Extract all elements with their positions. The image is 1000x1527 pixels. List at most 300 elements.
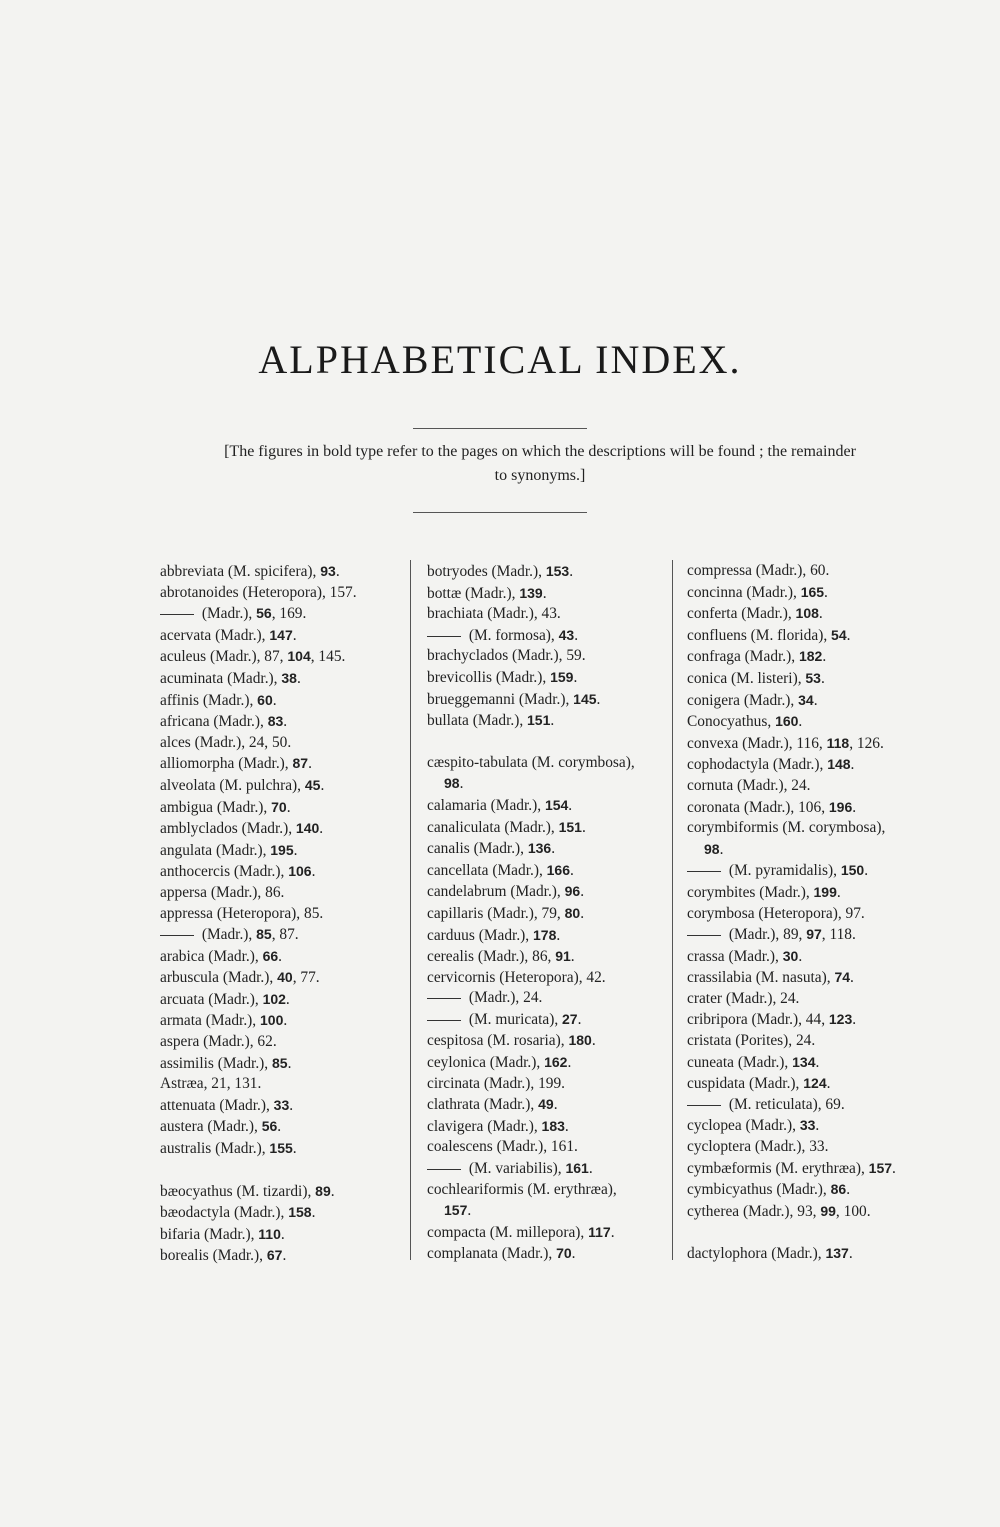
entry-text: coalescens (Madr.), 161. — [427, 1138, 578, 1156]
entry-text: coronata (Madr.), 106, — [687, 798, 829, 816]
entry-text: candelabrum (Madr.), — [427, 883, 565, 901]
index-entry — [687, 904, 932, 925]
index-column-2 — [427, 561, 672, 1265]
entry-rest: . — [467, 1202, 472, 1220]
entry-rest: . — [580, 883, 585, 901]
entry-text: cycloptera (Madr.), 33. — [687, 1138, 829, 1156]
index-entry — [427, 710, 672, 732]
index-entry — [427, 988, 672, 1009]
index-entry — [687, 625, 932, 647]
entry-text: cancellata (Madr.), — [427, 861, 547, 879]
ditto-dash — [687, 871, 721, 872]
index-entry — [427, 1180, 672, 1201]
description-page-number: 151 — [558, 818, 582, 835]
index-entry — [427, 838, 672, 860]
description-page-number: 56 — [261, 1118, 278, 1135]
description-page-number: 140 — [295, 820, 320, 837]
entry-text: canalis (Madr.), — [427, 840, 528, 858]
entry-text: aspera (Madr.), 62. — [160, 1033, 277, 1051]
description-page-number: 96 — [564, 883, 581, 900]
description-page-number: 154 — [544, 796, 569, 813]
entry-rest: . — [289, 1096, 294, 1114]
index-entry — [160, 625, 405, 647]
index-entry — [687, 882, 932, 904]
index-entry — [427, 667, 672, 689]
entry-text: (M. formosa), — [465, 626, 559, 644]
entry-text: corymbites (Madr.), — [687, 883, 814, 901]
entry-text: arcuata (Madr.), — [160, 990, 263, 1008]
index-entry — [687, 582, 932, 604]
index-entry — [687, 754, 932, 776]
index-entry — [687, 668, 932, 690]
index-entry — [427, 1222, 672, 1244]
index-entry — [427, 881, 672, 903]
index-entry — [427, 604, 672, 625]
description-page-number: 199 — [813, 883, 837, 900]
entry-rest: . — [798, 713, 803, 731]
index-entry — [160, 924, 405, 946]
entry-rest: . — [852, 798, 857, 816]
index-entry — [160, 989, 405, 1011]
entry-rest: . — [292, 1140, 297, 1158]
entry-text: Conocyathus, — [687, 713, 776, 731]
entry-text: crater (Madr.), 24. — [687, 989, 800, 1007]
entry-rest: . — [571, 1245, 576, 1263]
index-entry — [427, 1243, 672, 1265]
entry-text: (Madr.), — [198, 605, 257, 623]
description-page-number: 67 — [266, 1247, 283, 1264]
index-column-3 — [687, 561, 932, 1265]
entry-rest: . — [550, 712, 555, 730]
entry-text: assimilis (Madr.), — [160, 1054, 273, 1072]
entry-text: botryodes (Madr.), — [427, 563, 546, 580]
description-page-number: 40 — [277, 969, 293, 986]
entry-rest: . — [864, 862, 869, 880]
description-page-number: 27 — [562, 1010, 578, 1027]
index-entry — [687, 1137, 932, 1158]
description-page-number: 70 — [556, 1245, 572, 1262]
entry-text: brachiata (Madr.), 43. — [427, 605, 561, 623]
index-entry — [687, 1052, 932, 1074]
index-entry — [687, 776, 932, 797]
entry-text: calamaria (Madr.), — [427, 796, 545, 814]
index-entry — [160, 753, 405, 775]
description-page-number: 83 — [267, 713, 284, 730]
entry-text: australis (Madr.), — [160, 1140, 270, 1158]
note-line-2: to synonyms.] — [494, 467, 586, 484]
entry-text: ambigua (Madr.), — [160, 798, 272, 816]
entry-rest: . — [287, 1054, 292, 1072]
entry-rest: . — [815, 1053, 820, 1071]
entry-rest: . — [570, 861, 574, 879]
entry-text: compressa (Madr.), 60. — [687, 562, 830, 579]
page-title: ALPHABETICAL INDEX. — [258, 337, 742, 382]
index-entry — [160, 583, 405, 604]
entry-text: confraga (Madr.), — [687, 648, 799, 666]
entry-text: bæocyathus (M. tizardi), — [160, 1182, 316, 1200]
description-page-number: 38 — [281, 669, 297, 686]
index-entry — [687, 561, 932, 582]
entry-text: alliomorpha (Madr.), — [160, 755, 293, 773]
entry-text: alces (Madr.), 24, 50. — [160, 733, 292, 751]
entry-rest: , 145. — [310, 648, 346, 666]
description-page-number: 104 — [287, 648, 311, 665]
description-page-number: 148 — [827, 756, 851, 773]
index-entry — [160, 775, 405, 797]
entry-text: austera (Madr.), — [160, 1118, 262, 1136]
description-page-number: 162 — [544, 1054, 568, 1071]
entry-rest: . — [591, 1032, 596, 1050]
entry-text: cornuta (Madr.), 24. — [687, 776, 811, 794]
entry-text: cymbicyathus (Madr.), — [687, 1181, 831, 1199]
index-entry — [427, 1009, 672, 1031]
index-entry — [160, 733, 405, 754]
index-entry — [160, 904, 405, 925]
description-page-number: 53 — [805, 669, 821, 686]
entry-text: armata (Madr.), — [160, 1012, 260, 1030]
description-page-number: 182 — [798, 648, 823, 665]
index-entry — [687, 711, 932, 733]
entry-rest: . — [581, 818, 586, 836]
index-entry — [687, 839, 932, 861]
entry-rest: . — [553, 1096, 558, 1114]
index-entry — [427, 1030, 672, 1052]
index-entry — [687, 797, 932, 819]
index-entry — [687, 1031, 932, 1052]
index-entry — [687, 1201, 932, 1223]
entry-rest: . — [272, 691, 277, 709]
entry-text: acervata (Madr.), — [160, 626, 270, 644]
index-entry — [427, 795, 672, 817]
entry-text: attenuata (Madr.), — [160, 1096, 274, 1114]
description-page-number: 106 — [288, 863, 312, 880]
entry-text: carduus (Madr.), — [427, 926, 533, 944]
entry-rest: . — [308, 755, 312, 773]
entry-rest: . — [282, 1247, 287, 1265]
entry-text: complanata (Madr.), — [427, 1245, 557, 1263]
entry-text: cochleariformis (M. erythræa), — [427, 1180, 617, 1198]
index-entry — [427, 689, 672, 711]
description-page-number: 30 — [782, 947, 799, 964]
entry-text: cytherea (Madr.), 93, — [687, 1202, 821, 1220]
entry-rest: . — [280, 1225, 285, 1243]
index-entry — [160, 1010, 405, 1032]
index-entry — [427, 968, 672, 989]
index-entry — [687, 603, 932, 625]
entry-text: cespitosa (M. rosaria), — [427, 1032, 569, 1050]
entry-rest: , 77. — [292, 969, 320, 987]
entry-rest: , 100. — [835, 1202, 871, 1220]
entry-text: (M. reticulata), 69. — [725, 1095, 845, 1113]
entry-text: appersa (Madr.), 86. — [160, 883, 285, 901]
entry-text: appressa (Heteropora), 85. — [160, 904, 324, 922]
index-entry — [160, 946, 405, 968]
description-page-number: 97 — [806, 926, 822, 943]
description-page-number: 165 — [800, 583, 825, 600]
index-entry — [160, 883, 405, 904]
entry-text: corymbiformis (M. corymbosa), — [687, 819, 886, 837]
ditto-dash — [160, 614, 194, 615]
index-entry — [160, 1032, 405, 1053]
index-entry — [427, 646, 672, 667]
entry-rest: . — [820, 669, 825, 687]
description-page-number: 150 — [840, 862, 865, 879]
description-page-number: 102 — [262, 990, 286, 1007]
index-entry — [427, 946, 672, 968]
description-page-number: 110 — [258, 1225, 281, 1242]
entry-rest: . — [556, 926, 561, 944]
description-page-number: 136 — [527, 840, 552, 857]
index-entry — [160, 840, 405, 862]
index-entry — [160, 561, 405, 583]
entry-rest: . — [815, 1117, 820, 1135]
description-page-number: 54 — [831, 626, 847, 643]
description-page-number: 196 — [828, 798, 853, 815]
entry-rest: . — [330, 1182, 335, 1200]
entry-text: canaliculata (Madr.), — [427, 818, 559, 836]
index-entry — [687, 1073, 932, 1095]
description-page-number: 98 — [704, 840, 720, 857]
index-entry — [160, 1224, 405, 1246]
description-page-number: 145 — [573, 690, 597, 707]
entry-rest: . — [610, 1223, 615, 1241]
entry-rest: . — [580, 904, 585, 922]
index-entry — [427, 1052, 672, 1074]
description-page-number: 155 — [269, 1140, 293, 1157]
entry-rest: . — [852, 1011, 857, 1029]
entry-text: cervicornis (Heteropora), 42. — [427, 968, 606, 986]
entry-text: bottæ (Madr.), — [427, 584, 520, 602]
ditto-dash — [427, 636, 461, 637]
index-entry — [160, 646, 405, 668]
entry-text: cuspidata (Madr.), — [687, 1075, 804, 1093]
entry-rest: , 126. — [849, 734, 884, 752]
entry-text: abrotanoides (Heteropora), 157. — [160, 583, 357, 601]
entry-rest: . — [719, 840, 724, 858]
entry-rest: . — [277, 1118, 282, 1136]
entry-rest: . — [283, 1012, 288, 1030]
entry-rest: . — [542, 584, 547, 602]
index-entry — [160, 1053, 405, 1075]
index-entry — [160, 861, 405, 883]
ditto-dash — [427, 998, 461, 999]
description-page-number: 33 — [799, 1117, 816, 1134]
entry-text: confluens (M. florida), — [687, 626, 832, 644]
entry-text: brueggemanni (Madr.), — [427, 690, 574, 708]
entry-text: aculeus (Madr.), 87, — [160, 648, 288, 666]
entry-text: cæspito-tabulata (M. corymbosa), — [427, 753, 635, 771]
index-entry — [687, 733, 932, 755]
index-entry — [687, 1115, 932, 1137]
title-rule — [413, 428, 587, 429]
entry-rest: . — [596, 690, 601, 708]
entry-text: amblyclados (Madr.), — [160, 820, 296, 838]
index-entry — [687, 1243, 932, 1265]
ditto-dash — [160, 935, 194, 936]
entry-text: angulata (Madr.), — [160, 841, 271, 859]
description-page-number: 183 — [541, 1117, 565, 1134]
index-entry — [160, 1245, 405, 1267]
entry-text: bifaria (Madr.), — [160, 1225, 259, 1243]
entry-text: arbuscula (Madr.), — [160, 969, 278, 987]
index-column-1 — [160, 561, 405, 1267]
entry-text: (M. variabilis), — [465, 1160, 566, 1178]
entry-rest: . — [588, 1160, 593, 1178]
entry-text: cristata (Porites), 24. — [687, 1032, 816, 1050]
entry-text: dactylophora (Madr.), — [687, 1245, 826, 1263]
entry-text: brevicollis (Madr.), — [427, 668, 551, 686]
entry-text: circinata (Madr.), 199. — [427, 1074, 566, 1092]
ditto-dash — [687, 1105, 721, 1106]
index-entry — [427, 1116, 672, 1138]
entry-text: capillaris (Madr.), 79, — [427, 904, 565, 922]
description-page-number: 139 — [519, 584, 543, 601]
index-entry — [687, 1158, 932, 1180]
entry-rest: . — [850, 969, 854, 987]
index-entry — [160, 603, 405, 625]
entry-text: affinis (Madr.), — [160, 691, 258, 709]
entry-text: crassa (Madr.), — [687, 947, 783, 965]
index-entry — [687, 860, 932, 882]
description-page-number: 147 — [269, 626, 293, 643]
column-divider-2 — [672, 560, 673, 1260]
index-entry — [427, 753, 672, 774]
description-page-number: 158 — [288, 1204, 312, 1221]
index-entry — [160, 1074, 405, 1095]
entry-text: (Madr.), 89, — [725, 926, 807, 944]
entry-text: (Madr.), — [198, 926, 257, 944]
entry-rest: . — [573, 668, 578, 686]
entry-rest: . — [846, 626, 851, 644]
entry-text: corymbosa (Heteropora), 97. — [687, 904, 865, 922]
index-entry — [687, 646, 932, 668]
index-entry — [687, 1179, 932, 1201]
entry-rest: . — [569, 563, 574, 580]
entry-rest: . — [824, 583, 828, 601]
entry-text: compacta (M. millepora), — [427, 1223, 589, 1241]
description-page-number: 117 — [588, 1223, 611, 1240]
entry-text: cophodactyla (Madr.), — [687, 756, 828, 774]
entry-rest: . — [319, 820, 324, 838]
entry-text: alveolata (M. pulchra), — [160, 776, 305, 794]
entry-rest: . — [335, 563, 340, 580]
index-entry — [427, 925, 672, 947]
description-page-number: 157 — [444, 1202, 468, 1219]
index-entry — [427, 583, 672, 605]
description-page-number: 178 — [533, 926, 557, 943]
description-page-number: 99 — [820, 1202, 836, 1219]
entry-text: clavigera (Madr.), — [427, 1117, 542, 1135]
description-page-number: 118 — [826, 734, 850, 751]
description-page-number: 161 — [565, 1160, 589, 1177]
entry-text: bullata (Madr.), — [427, 712, 528, 730]
index-entry — [160, 711, 405, 733]
index-entry — [160, 668, 405, 690]
description-page-number: 137 — [825, 1245, 849, 1262]
entry-text: cribripora (Madr.), 44, — [687, 1011, 829, 1029]
entry-text: cymbæformis (M. erythræa), — [687, 1159, 869, 1177]
entry-rest: , 118. — [821, 926, 856, 944]
description-page-number: 60 — [257, 691, 273, 708]
description-page-number: 124 — [803, 1075, 827, 1092]
entry-text: abbreviata (M. spicifera), — [160, 563, 321, 580]
index-entry — [427, 1158, 672, 1180]
entry-rest: . — [286, 798, 291, 816]
note-rule — [413, 512, 587, 513]
entry-rest: . — [551, 840, 556, 858]
description-page-number: 74 — [834, 969, 851, 986]
entry-text: brachyclados (Madr.), 59. — [427, 647, 586, 665]
index-note — [180, 440, 900, 488]
description-page-number: 34 — [798, 691, 814, 708]
description-page-number: 91 — [555, 948, 571, 965]
entry-rest: . — [292, 626, 297, 644]
description-page-number: 195 — [270, 841, 294, 858]
description-page-number: 45 — [304, 776, 321, 793]
entry-text: cyclopea (Madr.), — [687, 1117, 800, 1135]
index-entry — [687, 989, 932, 1010]
entry-text: conigera (Madr.), — [687, 691, 799, 709]
index-entry — [687, 924, 932, 946]
entry-rest: . — [285, 990, 290, 1008]
index-entry — [427, 1094, 672, 1116]
description-page-number: 98 — [444, 775, 460, 792]
entry-text: Astræa, 21, 131. — [160, 1075, 262, 1093]
index-entry — [687, 967, 932, 989]
entry-text: crassilabia (M. nasuta), — [687, 969, 835, 987]
index-entry — [160, 1202, 405, 1224]
entry-rest: . — [818, 605, 823, 623]
description-page-number: 86 — [830, 1181, 847, 1198]
entry-rest: . — [813, 691, 818, 709]
entry-rest: . — [296, 669, 301, 687]
description-page-number: 180 — [568, 1032, 592, 1049]
entry-text: acuminata (Madr.), — [160, 669, 282, 687]
description-page-number: 134 — [792, 1053, 816, 1070]
entry-rest: , 87. — [271, 926, 299, 944]
description-page-number: 85 — [256, 926, 272, 943]
entry-rest: . — [459, 775, 464, 793]
entry-text: ceylonica (Madr.), — [427, 1054, 545, 1072]
description-page-number: 80 — [564, 904, 581, 921]
index-entry — [160, 818, 405, 840]
entry-rest: . — [848, 1245, 853, 1263]
entry-rest: . — [568, 796, 573, 814]
entry-rest: . — [278, 947, 282, 965]
index-entry — [427, 903, 672, 925]
entry-text: (Madr.), 24. — [465, 989, 543, 1007]
entry-rest: . — [283, 713, 288, 731]
entry-rest: . — [798, 947, 803, 965]
entry-text: cerealis (Madr.), 86, — [427, 948, 556, 966]
entry-text: africana (Madr.), — [160, 713, 268, 731]
entry-text: anthocercis (Madr.), — [160, 863, 289, 881]
index-entry — [427, 625, 672, 647]
entry-rest: , 169. — [271, 605, 307, 623]
entry-text: cuneata (Madr.), — [687, 1053, 793, 1071]
index-entry — [160, 690, 405, 712]
description-page-number: 153 — [545, 563, 570, 579]
entry-rest: . — [311, 1204, 316, 1222]
entry-text: arabica (Madr.), — [160, 947, 263, 965]
description-page-number: 157 — [868, 1159, 893, 1176]
index-entry — [427, 860, 672, 882]
description-page-number: 87 — [292, 755, 309, 772]
description-page-number: 123 — [828, 1011, 853, 1028]
ditto-dash — [427, 1169, 461, 1170]
entry-rest: . — [574, 626, 579, 644]
description-page-number: 151 — [527, 712, 551, 729]
